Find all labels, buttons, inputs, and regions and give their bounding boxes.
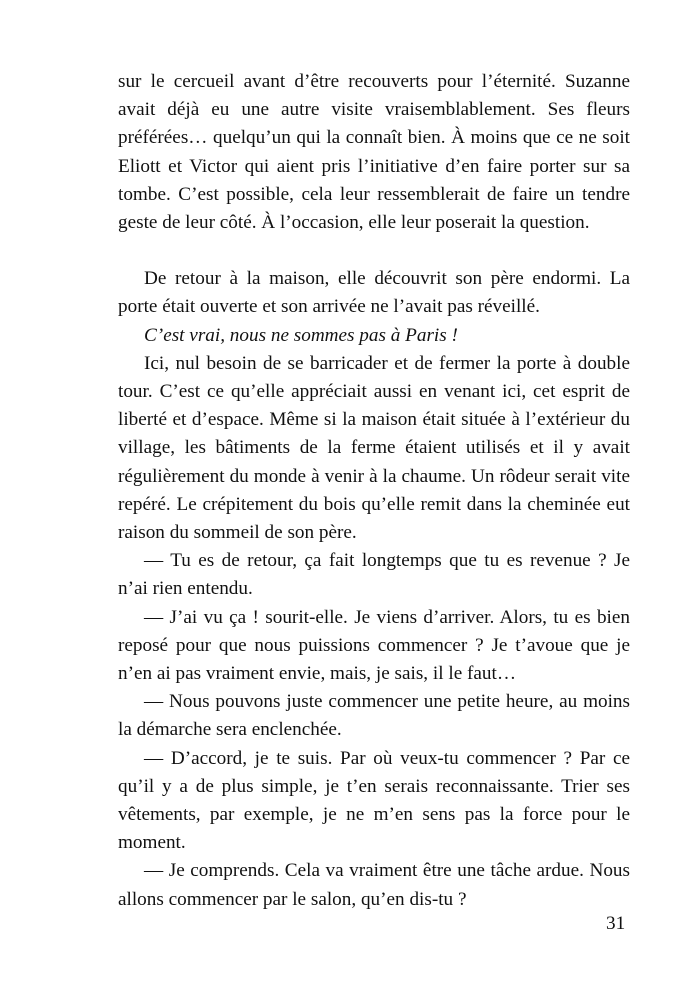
page-body: [118, 68, 630, 914]
dialogue-2: — J’ai vu ça ! sourit-elle. Je viens d’arriver. Alors, tu es bien reposé pour que nous puissions commencer ? Je t’avoue que je n’en ai pas vraiment envie, mais, je sais, il le faut…: [118, 606, 630, 685]
page-number: 31: [606, 913, 626, 934]
paragraph-2: De retour à la maison, elle découvrit son père endormi. La porte était ouverte et son arrivée ne l’avait pas réveillé.: [118, 268, 630, 318]
paragraph-4: Ici, nul besoin de se barricader et de fermer la porte à double tour. C’est ce qu’elle appréciait aussi en venant ici, cet esprit de liberté et d’espace. Même si la maison était située à l’extérieur du village, les bâtiments de la ferme étaient utilisés et il y avait régulièrement du monde à venir à la chaume. Un rôdeur serait vite repéré. Le crépitement du bois qu’elle remit dans la cheminée eut raison du sommeil de son père.: [118, 352, 630, 544]
paragraph-1: sur le cercueil avant d’être recouverts pour l’éternité. Suzanne avait déjà eu une autre visite vraisemblablement. Ses fleurs préférées… quelqu’un qui la connaît bien. À moins que ce ne soit Eliott et Victor qui aient pris l’initiative d’en faire porter sur sa tombe. C’est possible, cela leur ressemblerait de faire un tendre geste de leur côté. À l’occasion, elle leur poserait la question.: [118, 71, 630, 234]
section-break: [118, 237, 630, 265]
dialogue-5: — Je comprends. Cela va vraiment être une tâche ardue. Nous allons commencer par le salon, qu’en dis-tu ?: [118, 860, 630, 910]
dialogue-1: — Tu es de retour, ça fait longtemps que tu es revenue ? Je n’ai rien entendu.: [118, 550, 630, 600]
paragraph-3-italic-thought: C’est vrai, nous ne sommes pas à Paris !: [144, 324, 458, 346]
dialogue-4: — D’accord, je te suis. Par où veux-tu commencer ? Par ce qu’il y a de plus simple, je t’en serais reconnaissante. Trier ses vêtements, par exemple, je ne m’en sens pas la force pour le moment.: [118, 747, 630, 854]
dialogue-3: — Nous pouvons juste commencer une petite heure, au moins la démarche sera enclenchée.: [118, 691, 630, 741]
